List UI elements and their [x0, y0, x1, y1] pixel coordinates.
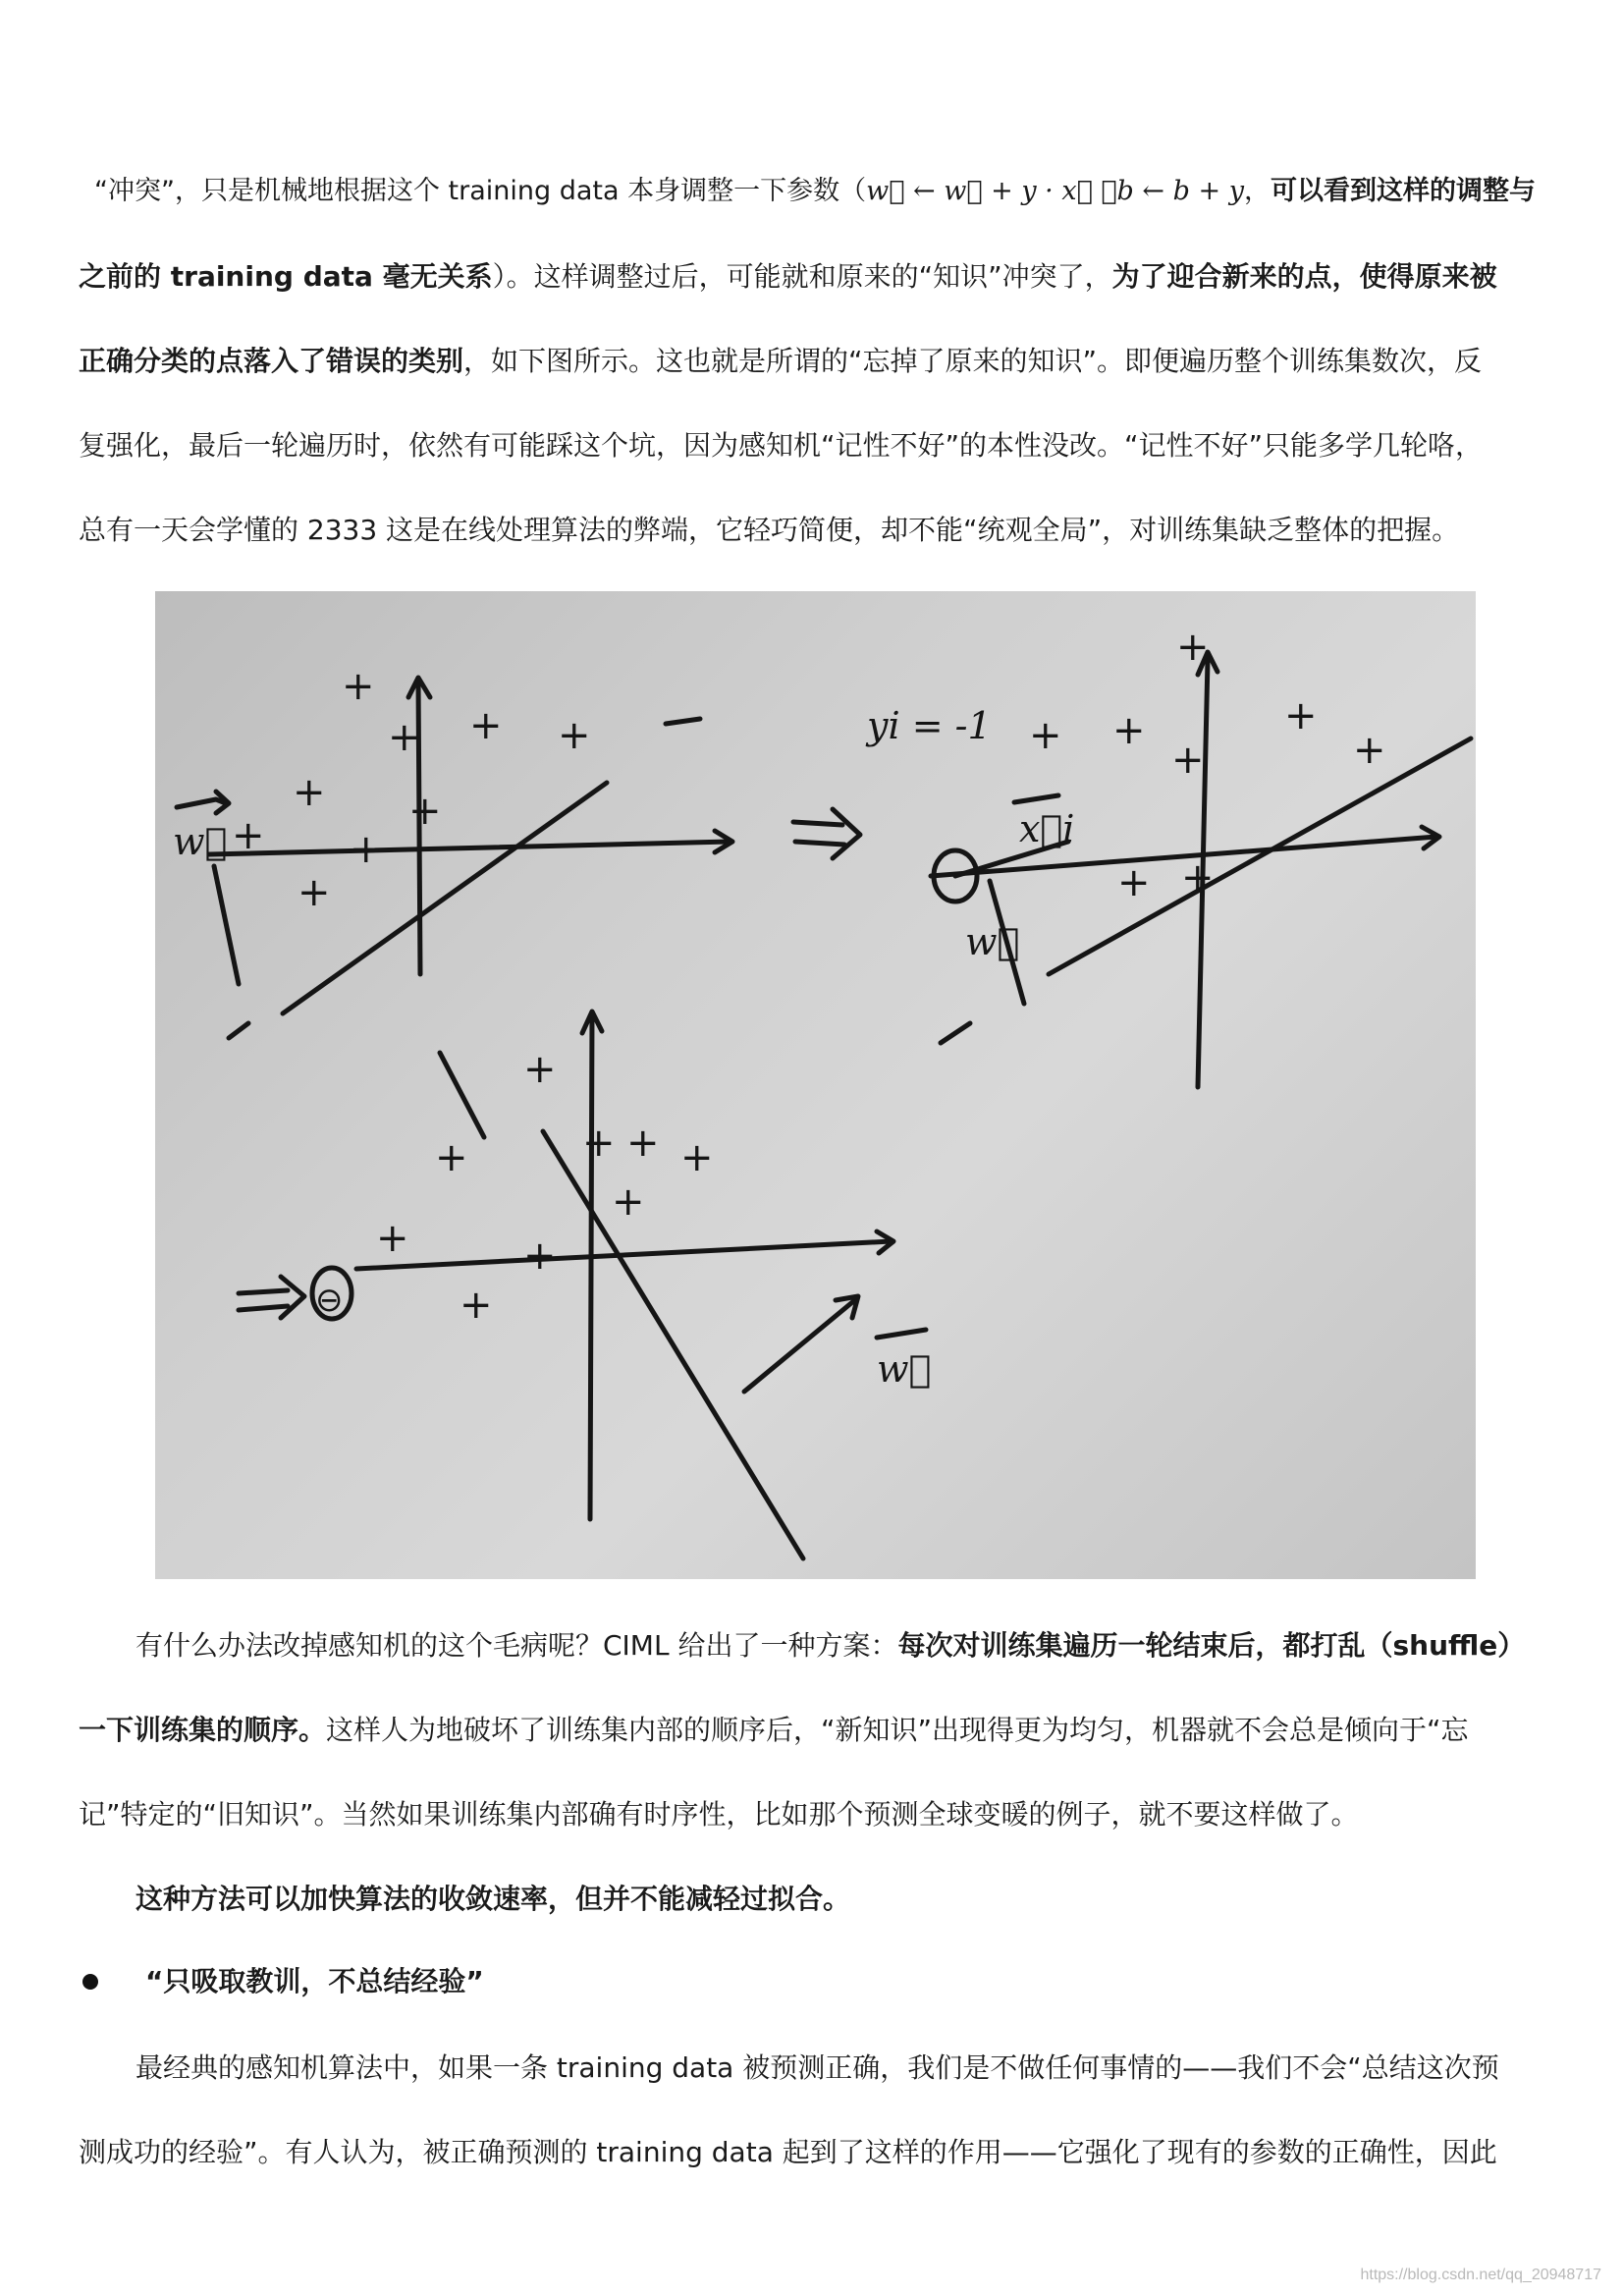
plus-mark: + — [680, 1135, 714, 1180]
plus-mark: + — [1117, 860, 1151, 905]
text-line: 一下训练集的顺序。这样人为地破坏了训练集内部的顺序后，“新知识”出现得更为均匀，机器就不会总是倾向于“忘 — [79, 1714, 1469, 1746]
panel2-x-arrow — [1014, 795, 1058, 802]
panel3-w-arrow — [877, 1330, 926, 1338]
plus-mark: + — [435, 1135, 468, 1180]
panel1-boundary-tail — [229, 1023, 248, 1038]
panel1-x-axis — [209, 842, 730, 854]
plus-mark: + — [1353, 728, 1386, 773]
panel1-w-label: w⃗ — [173, 820, 228, 863]
watermark: https://blog.csdn.net/qq_20948717 — [1360, 2267, 1601, 2283]
plus-mark: + — [293, 770, 326, 815]
plus-mark: + — [582, 1121, 616, 1166]
plus-mark: + — [298, 870, 331, 915]
arrow-head — [281, 1277, 304, 1318]
arrow-bar — [793, 822, 842, 825]
panel3-boundary — [543, 1131, 803, 1558]
plus-mark: + — [1112, 708, 1146, 753]
panel2-yi-label: yi = -1 — [867, 704, 992, 747]
text-line: 测成功的经验”。有人认为，被正确预测的 training data 起到了这样的作用——它强化了现有的参数的正确性，因此 — [79, 2136, 1497, 2168]
plus-mark: + — [612, 1179, 645, 1225]
text-line: 记”特定的“旧知识”。当然如果训练集内部确有时序性，比如那个预测全球变暖的例子，就不要这样做了。 — [79, 1798, 1359, 1831]
plus-mark: + — [626, 1121, 660, 1166]
arrow-bar — [239, 1306, 288, 1310]
plus-mark: + — [350, 827, 383, 872]
text-line: 最经典的感知机算法中，如果一条 training data 被预测正确，我们是不做任何事情的——我们不会“总结这次预 — [135, 2051, 1499, 2084]
plus-mark: + — [523, 1047, 557, 1092]
plus-mark: + — [408, 789, 442, 834]
bullet-icon — [82, 1974, 98, 1990]
panel3-y-axis — [590, 1013, 592, 1519]
plus-mark: + — [469, 703, 503, 748]
panel2-w-label: w⃗ — [965, 920, 1020, 963]
text-line: 正确分类的点落入了错误的类别，如下图所示。这也就是所谓的“忘掉了原来的知识”。即便遍历整个训练集数次，反 — [79, 345, 1483, 377]
hand-drawn-diagram-photo — [155, 591, 1476, 1579]
update-formula: w⃗ ← w⃗ + y · x⃗ ，b ← b + y — [866, 176, 1244, 206]
plus-mark: + — [1176, 625, 1210, 670]
plus-mark: + — [1171, 738, 1205, 783]
plus-mark: + — [1181, 855, 1215, 901]
plus-mark: + — [232, 813, 265, 858]
text-line: 总有一天会学懂的 2333 这是在线处理算法的弊端，它轻巧简便，却不能“统观全局”，对训练集缺乏整体的把握。 — [79, 514, 1460, 546]
text-line: 复强化，最后一轮遍历时，依然有可能踩这个坑，因为感知机“记性不好”的本性没改。“记性不好”只能多学几轮咯， — [79, 429, 1484, 462]
panel3-w-vector — [744, 1298, 857, 1392]
arrow-bar — [239, 1290, 288, 1293]
text-line: 这种方法可以加快算法的收敛速率，但并不能减轻过拟合。 — [135, 1883, 851, 1915]
plus-mark: + — [460, 1283, 493, 1328]
plus-mark: + — [342, 664, 375, 709]
text-line: 有什么办法改掉感知机的这个毛病呢？CIML 给出了一种方案：每次对训练集遍历一轮结束后，都打乱（shuffle） — [135, 1629, 1526, 1662]
plus-mark: + — [388, 715, 421, 760]
panel1-w-arrow — [177, 799, 226, 807]
text-line: “只吸取教训，不总结经验” — [145, 1965, 484, 1997]
arrow-bar — [795, 842, 844, 845]
panel2-boundary-tail — [941, 1023, 970, 1043]
text-line: 之前的 training data 毫无关系）。这样调整过后，可能就和原来的“知识”冲突了，为了迎合新来的点，使得原来被 — [79, 260, 1497, 293]
minus-mark: ⊖ — [315, 1281, 344, 1320]
arrow-head — [833, 809, 860, 858]
panel1-w-vector — [214, 866, 239, 984]
panel2-xi-label: x⃗i — [1019, 807, 1075, 850]
plus-mark: + — [1029, 713, 1062, 758]
panel1-boundary — [283, 783, 607, 1013]
panel3-w-label: w⃗ — [877, 1347, 932, 1391]
sketch-drawing — [155, 591, 1476, 1579]
text-line: “冲突”，只是机械地根据这个 training data 本身调整一下参数（w⃗ ← w⃗ + y · x⃗ ，b ← b + y，可以看到这样的调整与 — [94, 176, 1536, 206]
plus-mark: + — [558, 713, 591, 758]
plus-mark: + — [1284, 693, 1318, 738]
plus-mark: + — [376, 1216, 409, 1261]
plus-mark: + — [523, 1233, 557, 1279]
panel1-tick — [666, 719, 700, 724]
panel3-boundary-top — [440, 1053, 484, 1137]
panel2-boundary — [1049, 738, 1471, 974]
